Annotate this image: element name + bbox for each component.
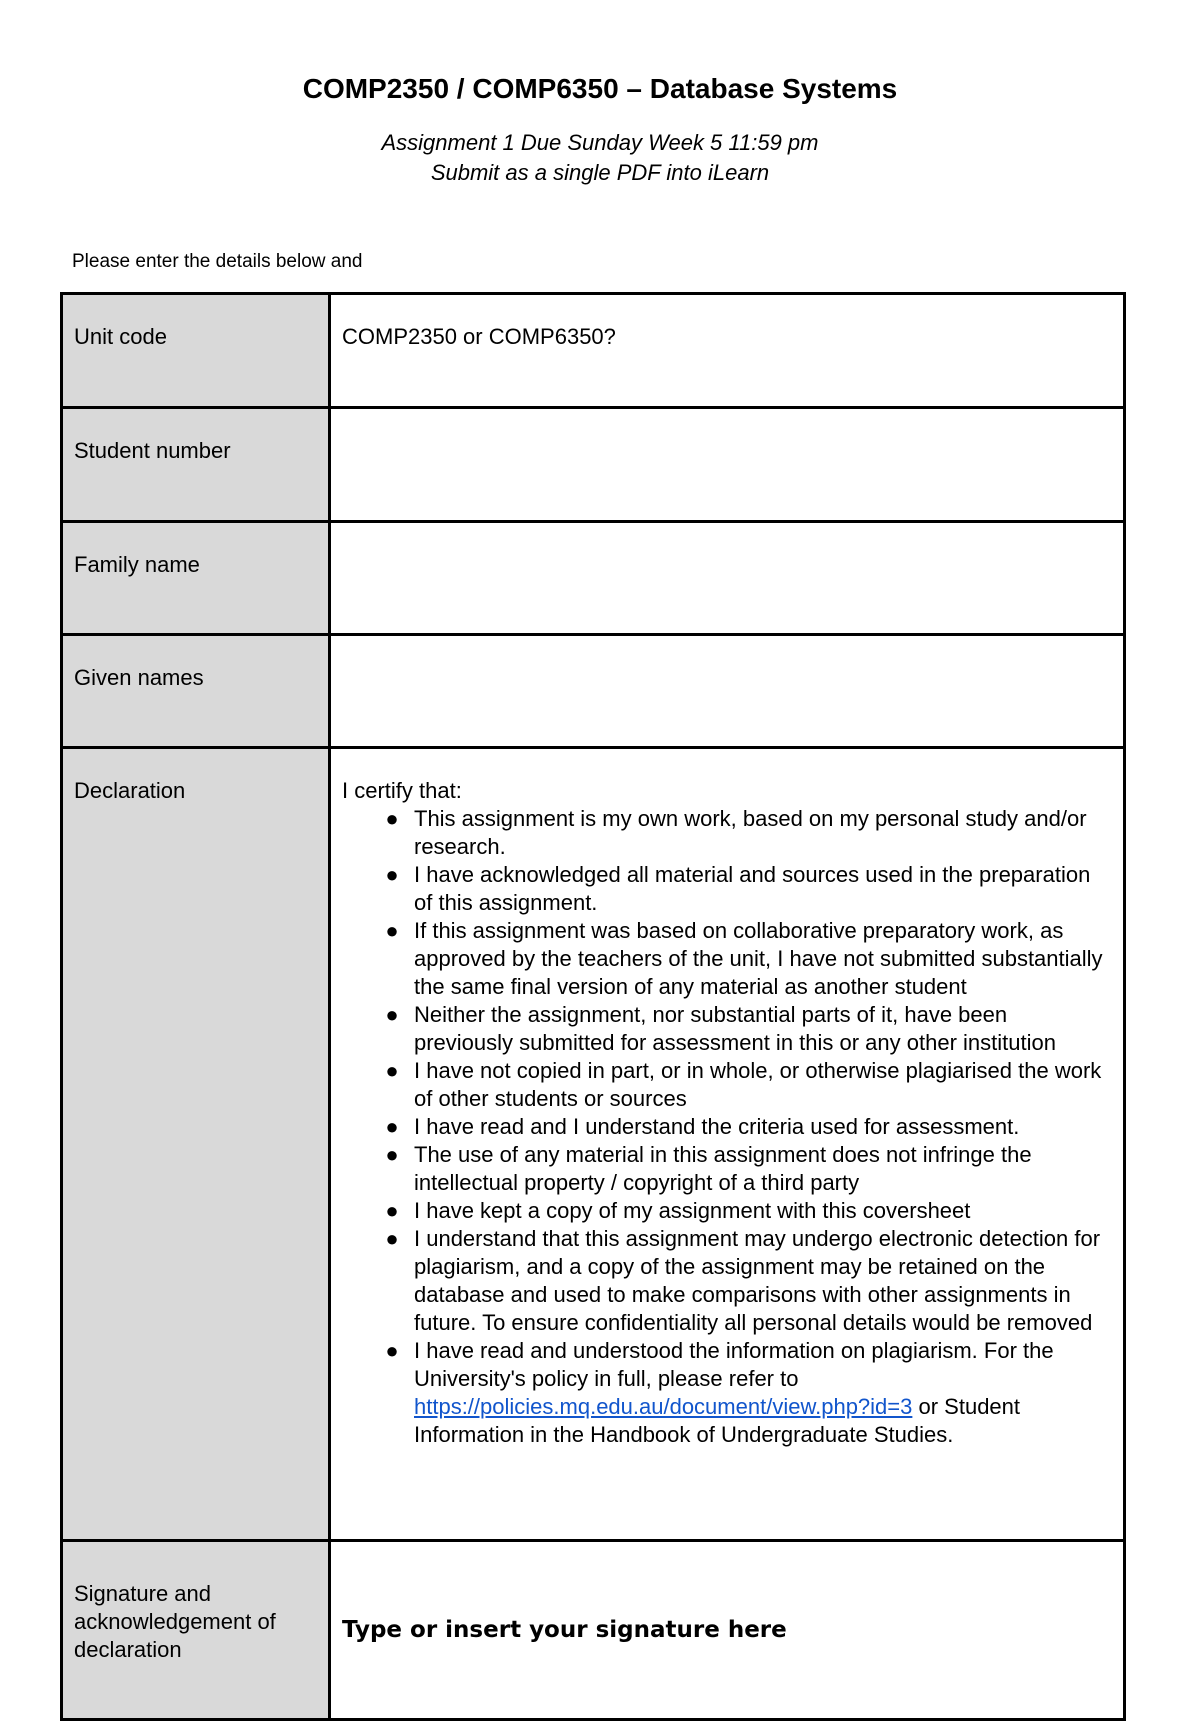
bullet-icon: ● xyxy=(385,918,399,943)
list-item: ● This assignment is my own work, based on my personal study and/or research. xyxy=(342,805,1112,861)
table-row xyxy=(62,294,1125,408)
family-name-field[interactable] xyxy=(330,522,1125,635)
list-item: ● I have kept a copy of my assignment with this coversheet xyxy=(342,1197,1112,1225)
bullet-icon: ● xyxy=(385,1198,399,1223)
list-item: ● If this assignment was based on collaborative preparatory work, as approved by the teachers of the unit, I have not submitted substantially the same final version of any material as another student xyxy=(342,917,1112,1001)
list-item: ● I have not copied in part, or in whole, or otherwise plagiarised the work of other students or sources xyxy=(342,1057,1112,1113)
signature-label: Signature and acknowledgement of declaration xyxy=(62,1541,330,1720)
submission-subtitle: Submit as a single PDF into iLearn xyxy=(430,160,770,185)
table-row xyxy=(62,1541,1125,1720)
bullet-icon: ● xyxy=(385,862,399,887)
intro-text: Please enter the details below and xyxy=(72,251,363,272)
list-item: ● Neither the assignment, nor substantial parts of it, have been previously submitted for assessment in this or any other institution xyxy=(342,1001,1112,1057)
bullet-icon: ● xyxy=(385,1338,399,1363)
due-date-subtitle: Assignment 1 Due Sunday Week 5 11:59 pm xyxy=(381,130,819,155)
list-item: ● I have read and understood the information on plagiarism. For the University's policy in full, please refer to https://policies.mq.edu.au/document/view.php?id=3 or Student Information in the Handbook of Undergraduate Studies. xyxy=(342,1337,1112,1449)
unit-code-field[interactable]: COMP2350 or COMP6350? xyxy=(330,294,1125,408)
page-title: COMP2350 / COMP6350 – Database Systems xyxy=(302,73,898,104)
list-item: ● I have acknowledged all material and sources used in the preparation of this assignment. xyxy=(342,861,1112,917)
declaration-list xyxy=(342,805,1112,1449)
bullet-icon: ● xyxy=(385,1058,399,1083)
table-row xyxy=(62,748,1125,1541)
declaration-label: Declaration xyxy=(62,748,330,1541)
bullet-icon: ● xyxy=(385,1114,399,1139)
table-row xyxy=(62,635,1125,748)
bullet-icon: ● xyxy=(385,1226,399,1251)
student-number-label: Student number xyxy=(62,408,330,522)
declaration-intro: I certify that: xyxy=(342,778,462,803)
list-item: ● I understand that this assignment may undergo electronic detection for plagiarism, and a copy of the assignment may be retained on the database and used to make comparisons with other assignments in future. To ensure confidentiality all personal details would be removed xyxy=(342,1225,1112,1337)
table-row xyxy=(62,522,1125,635)
list-item: ● I have read and I understand the criteria used for assessment. xyxy=(342,1113,1112,1141)
cover-sheet-table xyxy=(60,292,1126,1721)
family-name-label: Family name xyxy=(62,522,330,635)
bullet-icon: ● xyxy=(385,1142,399,1167)
given-names-label: Given names xyxy=(62,635,330,748)
table-row xyxy=(62,408,1125,522)
bullet-icon: ● xyxy=(385,1002,399,1027)
unit-code-label: Unit code xyxy=(62,294,330,408)
bullet-icon: ● xyxy=(385,806,399,831)
signature-field[interactable]: Type or insert your signature here xyxy=(330,1541,1125,1720)
declaration-content xyxy=(330,748,1125,1541)
list-item: ● The use of any material in this assignment does not infringe the intellectual property / copyright of a third party xyxy=(342,1141,1112,1197)
policy-link[interactable]: https://policies.mq.edu.au/document/view.php?id=3 xyxy=(414,1394,913,1419)
student-number-field[interactable] xyxy=(330,408,1125,522)
given-names-field[interactable] xyxy=(330,635,1125,748)
